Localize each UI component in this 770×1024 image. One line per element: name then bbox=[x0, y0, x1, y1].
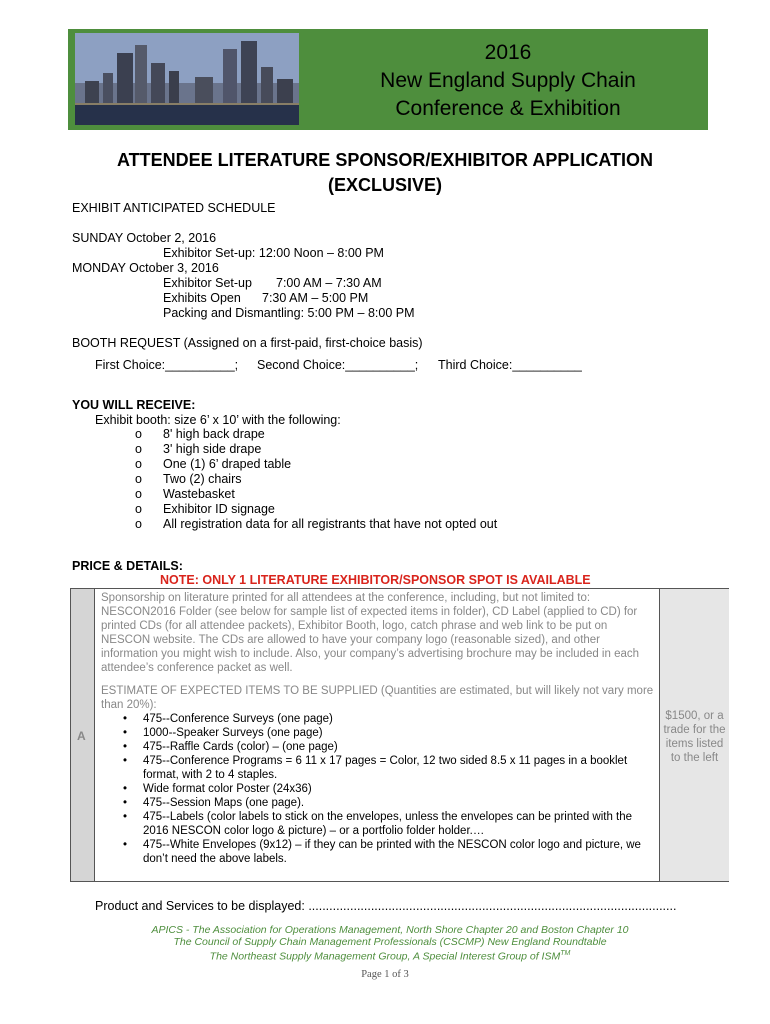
list-item: o Wastebasket bbox=[135, 487, 235, 501]
second-choice-field[interactable]: Second Choice:__________; bbox=[257, 358, 419, 372]
page-number: Page 1 of 3 bbox=[361, 969, 409, 980]
expected-items-block bbox=[101, 684, 656, 866]
footer-line-2: The Council of Supply Chain Management Professionals (CSCMP) New England Roundtable bbox=[173, 936, 607, 948]
list-item: • 475--Conference Programs = 6 11 x 17 pages = Color, 12 two sided 8.5 x 11 pages in a booklet format, with 2 to 4 staples. bbox=[143, 754, 656, 782]
circle-bullet-icon: o bbox=[135, 472, 142, 486]
list-item: o 8' high back drape bbox=[135, 427, 265, 441]
schedule-heading: EXHIBIT ANTICIPATED SCHEDULE bbox=[72, 201, 276, 215]
estimate-heading: ESTIMATE OF EXPECTED ITEMS TO BE SUPPLIED (Quantities are estimated, but will likely not vary more than 20%): bbox=[101, 685, 654, 711]
list-item: • 475--White Envelopes (9x12) – if they can be printed with the NESCON color logo and picture, we don’t need the above labels. bbox=[143, 838, 656, 866]
price-heading: PRICE & DETAILS: bbox=[72, 559, 183, 573]
conference-name: New England Supply Chain bbox=[380, 69, 636, 92]
circle-bullet-icon: o bbox=[135, 517, 142, 531]
list-item: • 475--Labels (color labels to stick on the envelopes, unless the envelopes can be printed with the 2016 NESCON color logo & picture) – or a portfolio folder holder.… bbox=[143, 810, 656, 838]
circle-bullet-icon: o bbox=[135, 442, 142, 456]
list-item: • 475--Conference Surveys (one page) bbox=[143, 712, 656, 726]
footer-line-1: APICS - The Association for Operations Management, North Shore Chapter 20 and Boston Chapter 10 bbox=[151, 924, 629, 936]
monday-setup-time: 7:00 AM – 7:30 AM bbox=[276, 276, 382, 290]
conference-title bbox=[313, 39, 703, 123]
list-item: • Wide format color Poster (24x36) bbox=[143, 782, 656, 796]
city-skyline-photo bbox=[75, 33, 299, 125]
list-item: • 475--Session Maps (one page). bbox=[143, 796, 656, 810]
availability-note: NOTE: ONLY 1 LITERATURE EXHIBITOR/SPONSOR SPOT IS AVAILABLE bbox=[160, 573, 591, 587]
sponsorship-description: Sponsorship on literature printed for all attendees at the conference, including, but not limited to: NESCON2016 Folder (see below for sample list of expected items in folder), CD Label (applied to CD) for printed CDs (for all attendee packets), Exhibitor Booth, logo, catch phrase and web link to be put on NESCON website. The CDs are allowed to have your company logo (reasonable sized), and other information you might wish to include. Also, your company’s advertising brochure may be included in each attendee’s conference packet as well. bbox=[101, 592, 640, 674]
footer-organizations bbox=[90, 924, 690, 963]
circle-bullet-icon: o bbox=[135, 427, 142, 441]
third-choice-field[interactable]: Third Choice:__________ bbox=[438, 358, 582, 372]
sponsorship-table bbox=[70, 588, 729, 882]
price-cell bbox=[659, 589, 729, 881]
list-item: • 1000--Speaker Surveys (one page) bbox=[143, 726, 656, 740]
monday-setup-label: Exhibitor Set-up bbox=[163, 276, 252, 290]
row-label-cell bbox=[71, 589, 95, 881]
sunday-setup: Exhibitor Set-up: 12:00 Noon – 8:00 PM bbox=[163, 246, 384, 260]
receive-intro: Exhibit booth: size 6’ x 10’ with the following: bbox=[95, 413, 341, 427]
price-amount: $1500, or a trade for the items listed to the left bbox=[663, 710, 726, 764]
footer-line-3: The Northeast Supply Management Group, A Special Interest Group of ISM™ bbox=[209, 950, 571, 963]
circle-bullet-icon: o bbox=[135, 487, 142, 501]
circle-bullet-icon: o bbox=[135, 502, 142, 516]
monday-date: MONDAY October 3, 2016 bbox=[72, 261, 219, 275]
sunday-date: SUNDAY October 2, 2016 bbox=[72, 231, 217, 245]
list-item: o Two (2) chairs bbox=[135, 472, 242, 486]
list-item: o One (1) 6’ draped table bbox=[135, 457, 292, 471]
title-line-2: (EXCLUSIVE) bbox=[327, 175, 442, 195]
exhibits-open-label: Exhibits Open bbox=[163, 291, 241, 305]
list-item: o All registration data for all registrants that have not opted out bbox=[135, 517, 498, 531]
list-item: o Exhibitor ID signage bbox=[135, 502, 275, 516]
expected-items-list bbox=[101, 712, 656, 866]
conference-year: 2016 bbox=[484, 41, 532, 64]
header-banner bbox=[68, 29, 708, 130]
trademark-mark: TM bbox=[560, 950, 571, 957]
application-title bbox=[60, 148, 710, 198]
receive-heading: YOU WILL RECEIVE: bbox=[72, 398, 196, 412]
sponsorship-description-cell bbox=[95, 589, 659, 881]
row-label: A bbox=[77, 729, 86, 743]
first-choice-field[interactable]: First Choice:__________; bbox=[95, 358, 239, 372]
packing-dismantling: Packing and Dismantling: 5:00 PM – 8:00 PM bbox=[163, 306, 415, 320]
products-displayed-field[interactable]: Product and Services to be displayed: .......................................................................................................... bbox=[95, 899, 677, 913]
booth-request-heading: BOOTH REQUEST (Assigned on a first-paid, first-choice basis) bbox=[72, 336, 423, 350]
exhibits-open-time: 7:30 AM – 5:00 PM bbox=[262, 291, 369, 305]
circle-bullet-icon: o bbox=[135, 457, 142, 471]
list-item: o 3' high side drape bbox=[135, 442, 262, 456]
list-item: • 475--Raffle Cards (color) – (one page) bbox=[143, 740, 656, 754]
conference-subtitle: Conference & Exhibition bbox=[395, 97, 621, 120]
title-line-1: ATTENDEE LITERATURE SPONSOR/EXHIBITOR APPLICATION bbox=[116, 150, 654, 170]
booth-items-list bbox=[135, 427, 497, 532]
